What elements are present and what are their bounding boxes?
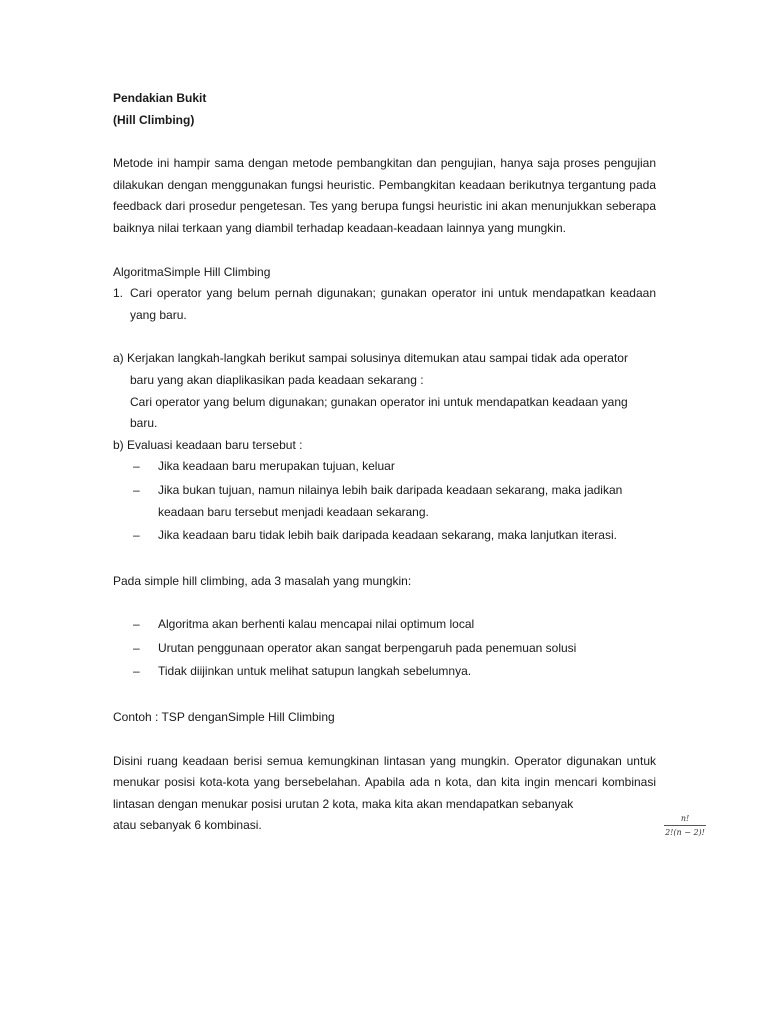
algorithm-step-a-action: Cari operator yang belum digunakan; gunakan operator ini untuk mendapatkan keadaan yang baru. (130, 394, 628, 431)
algorithm-step-a: a) Kerjakan langkah-langkah berikut sampai solusinya ditemukan atau sampai tidak ada operator (113, 351, 628, 366)
dash-bullet: – (133, 482, 140, 497)
list-item (113, 456, 656, 478)
list-item-text: Algoritma akan berhenti kalau mencapai nilai optimum local (158, 617, 475, 632)
page-subtitle: (Hill Climbing) (113, 112, 195, 127)
problems-intro: Pada simple hill climbing, ada 3 masalah yang mungkin: (113, 573, 412, 588)
list-item (113, 480, 656, 523)
list-item-text: Jika bukan tujuan, namun nilainya lebih baik daripada keadaan sekarang, maka jadikan keadaan baru tersebut menjadi keadaan sekarang. (158, 482, 623, 519)
list-item-text: Jika keadaan baru tidak lebih baik daripada keadaan sekarang, maka lanjutkan iterasi. (158, 528, 617, 543)
algorithm-title: AlgoritmaSimple Hill Climbing (113, 264, 271, 279)
intro-paragraph: Metode ini hampir sama dengan metode pembangkitan dan pengujian, hanya saja proses pengujian dilakukan dengan menggunakan fungsi heuristic. Pembangkitan keadaan berikutnya tergantung pada feedback dari prosedur pengetesan. Tes yang berupa fungsi heuristic ini akan menunjukkan seberapa baiknya nilai terkaan yang diambil terhadap keadaan-keadaan lainnya yang mungkin. (113, 156, 656, 235)
list-item-text: Urutan penggunaan operator akan sangat berpengaruh pada penemuan solusi (158, 640, 577, 655)
page-title: Pendakian Bukit (113, 91, 207, 105)
dash-bullet: – (133, 640, 140, 655)
list-item (113, 525, 656, 547)
step-number: 1. (113, 286, 124, 301)
list-item-text: Jika keadaan baru merupakan tujuan, keluar (158, 459, 395, 474)
example-title: Contoh : TSP denganSimple Hill Climbing (113, 710, 335, 725)
formula-denominator: 2!(n − 2)! (665, 828, 705, 837)
algorithm-step-b: b) Evaluasi keadaan baru tersebut : (113, 437, 303, 452)
combination-formula (664, 813, 706, 838)
fraction-bar (664, 825, 706, 826)
dash-bullet: – (133, 528, 140, 543)
formula-numerator: n! (680, 814, 690, 823)
list-item-text: Tidak diijinkan untuk melihat satupun langkah sebelumnya. (158, 664, 472, 679)
dash-bullet: – (133, 617, 140, 632)
algorithm-step-1 (113, 283, 656, 326)
list-item (113, 614, 656, 636)
example-paragraph: Disini ruang keadaan berisi semua kemungkinan lintasan yang mungkin. Operator digunakan untuk menukar posisi kota-kota yang bersebelahan. Apabila ada n kota, dan kita ingin mencari kombinasi lintasan dengan menukar posisi urutan 2 kota, maka kita akan mendapatkan sebanyak (113, 753, 656, 811)
dash-bullet: – (133, 459, 140, 474)
algorithm-step-a-cont: baru yang akan diaplikasikan pada keadaan sekarang : (130, 372, 424, 387)
example-paragraph-end: atau sebanyak 6 kombinasi. (113, 818, 262, 833)
document-body (113, 88, 656, 837)
list-item (113, 638, 656, 660)
step-text: Cari operator yang belum pernah digunakan; gunakan operator ini untuk mendapatkan keadaan yang baru. (130, 286, 656, 322)
list-item (113, 661, 656, 683)
dash-bullet: – (133, 664, 140, 679)
